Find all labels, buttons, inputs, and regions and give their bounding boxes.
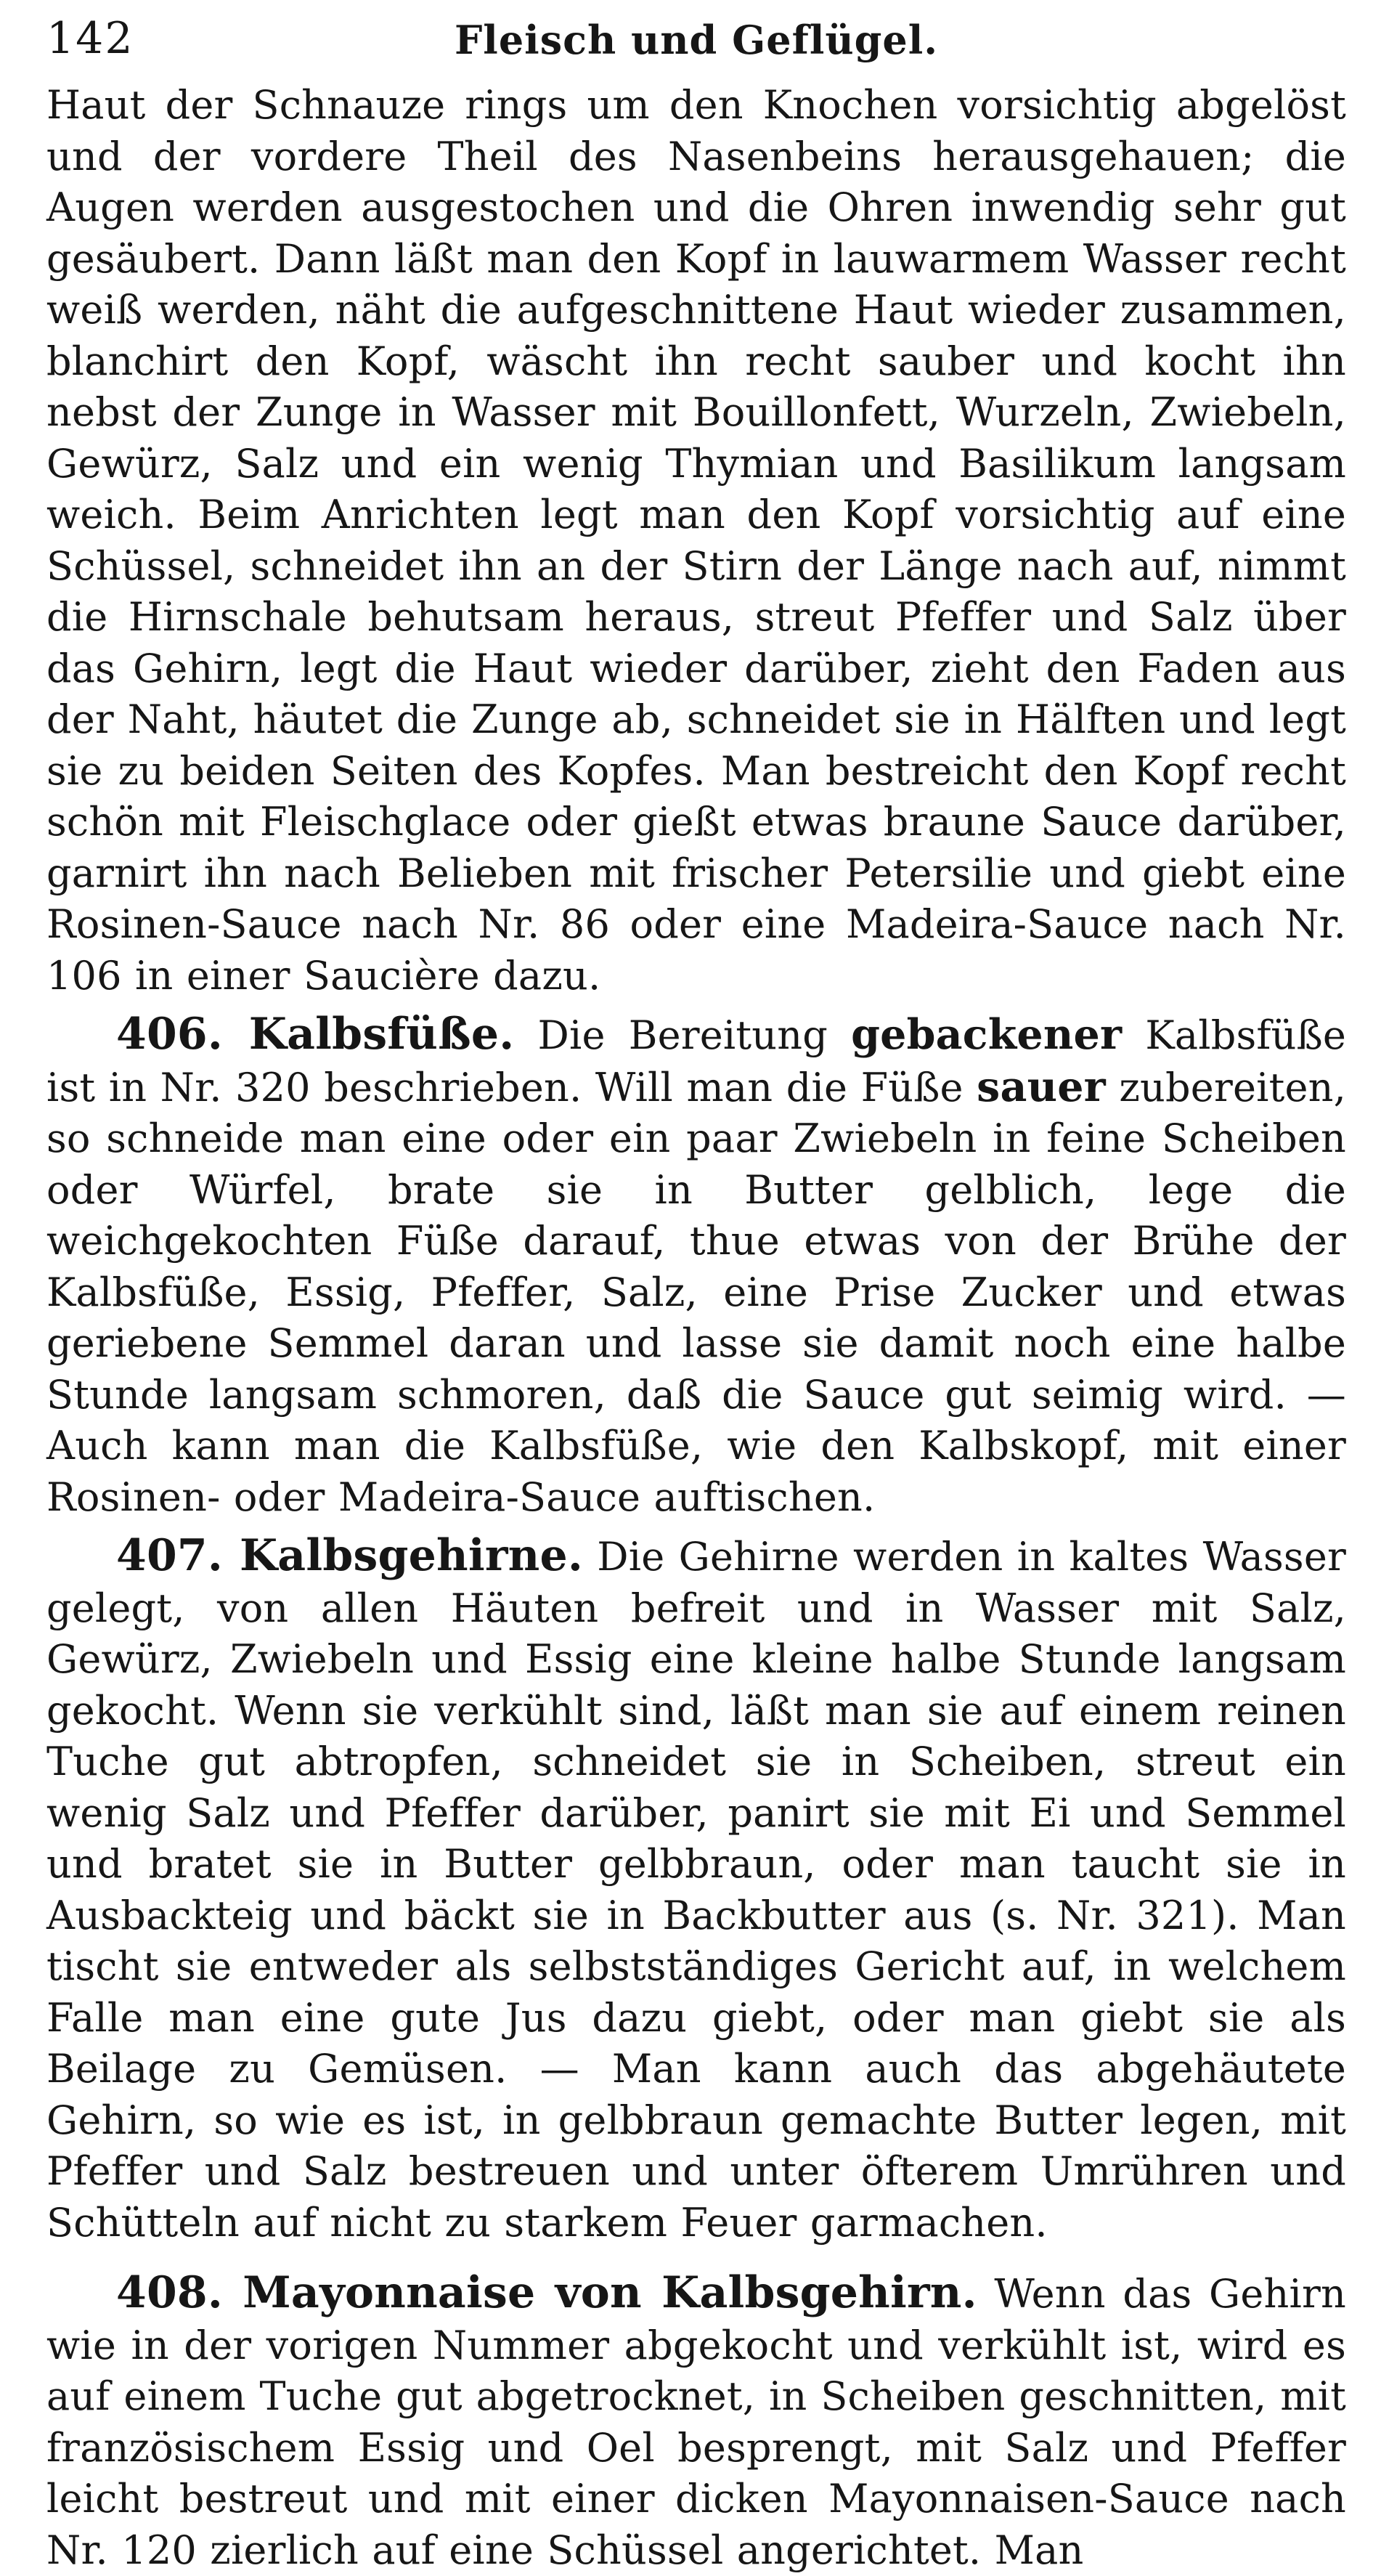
book-page <box>46 0 1347 2573</box>
recipe-406 <box>46 1009 1346 1523</box>
recipe-406-text-a: Die Bereitung <box>537 1012 828 1058</box>
continuation-paragraph: Haut der Schnauze rings um den Knochen vorsichtig abgelöst und der vordere Theil des Nasenbeins herausgehauen; die Augen werden ausgestochen und die Ohren inwendig sehr gut gesäubert. Dann läßt man den Kopf in lauwarmem Wasser recht weiß werden, näht die aufgeschnittene Haut wieder zusammen, blanchirt den Kopf, wäscht ihn recht sauber und kocht ihn nebst der Zunge in Wasser mit Bouillonfett, Wurzeln, Zwiebeln, Gewürz, Salz und ein wenig Thymian und Basilikum langsam weich. Beim Anrichten legt man den Kopf vorsichtig auf eine Schüssel, schneidet ihn an der Stirn der Länge nach auf, nimmt die Hirnschale behutsam heraus, streut Pfeffer und Salz über das Gehirn, legt die Haut wieder darüber, zieht den Faden aus der Naht, häutet die Zunge ab, schneidet sie in Hälften und legt sie zu beiden Seiten des Kopfes. Man bestreicht den Kopf recht schön mit Fleischglace oder gießt etwas braune Sauce darüber, garnirt ihn nach Belieben mit frischer Petersilie und giebt eine Rosinen-Sauce nach Nr. 86 oder eine Madeira-Sauce nach Nr. 106 in einer Saucière dazu. <box>46 82 1346 999</box>
recipe-406-emphasis-sauer: sauer <box>977 1062 1106 1111</box>
recipe-406-text-b: Kalbsfüße ist in Nr. 320 beschrieben. Will man die Füße <box>46 1012 1346 1110</box>
recipe-406-heading: 406. Kalbsfüße. <box>116 1009 515 1060</box>
recipe-408-heading: 408. Mayonnaise von Kalbsgehirn. <box>116 2267 977 2318</box>
running-title: Fleisch und Geflügel. <box>454 17 939 63</box>
recipe-407-heading: 407. Kalbsgehirne. <box>116 1530 583 1581</box>
recipe-407-text: Die Gehirne werden in kaltes Wasser gelegt, von allen Häuten befreit und in Wasser mit Salz, Gewürz, Zwiebeln und Essig eine kleine halbe Stunde langsam gekocht. Wenn sie verkühlt sind, läßt man sie auf einem reinen Tuche gut abtropfen, schneidet sie in Scheiben, streut ein wenig Salz und Pfeffer darüber, panirt sie mit Ei und Semmel und bratet sie in Butter gelbbraun, oder man taucht sie in Ausbackteig und bäckt sie in Backbutter aus (s. Nr. 321). Man tischt sie entweder als selbstständiges Gericht auf, in welchem Falle man eine gute Jus dazu giebt, oder man giebt sie als Beilage zu Gemüsen. — Man kann auch das abgehäutete Gehirn, so wie es ist, in gelbbraun gemachte Butter legen, mit Pfeffer und Salz bestreuen und unter öfterem Umrühren und Schütteln auf nicht zu starkem Feuer garmachen. <box>46 1534 1346 2246</box>
recipe-406-text-c: zubereiten, so schneide man eine oder ein paar Zwiebeln in feine Scheiben oder Würfel, brate sie in Butter gelblich, lege die weichgekochten Füße darauf, thue etwas von der Brühe der Kalbsfüße, Essig, Pfeffer, Salz, eine Prise Zucker und etwas geriebene Semmel daran und lasse sie damit noch eine halbe Stunde langsam schmoren, daß die Sauce gut seimig wird. — Auch kann man die Kalbsfüße, wie den Kalbskopf, mit einer Rosinen- oder Madeira-Sauce auftischen. <box>46 1064 1347 1520</box>
page-number: 142 <box>46 13 134 64</box>
page-header <box>46 0 1346 80</box>
recipe-408 <box>46 2267 1346 2576</box>
recipe-406-emphasis-gebackener: gebackener <box>851 1010 1123 1059</box>
recipe-407 <box>46 1530 1346 2248</box>
recipe-408-text: Wenn das Gehirn wie in der vorigen Nummer abgekocht und verkühlt ist, wird es auf einem Tuche gut abgetrocknet, in Scheiben geschnitten, mit französischem Essig und Oel besprengt, mit Salz und Pfeffer leicht bestreut und mit einer dicken Mayonnaisen-Sauce nach Nr. 120 zierlich auf eine Schüssel angerichtet. Man <box>46 2271 1346 2573</box>
